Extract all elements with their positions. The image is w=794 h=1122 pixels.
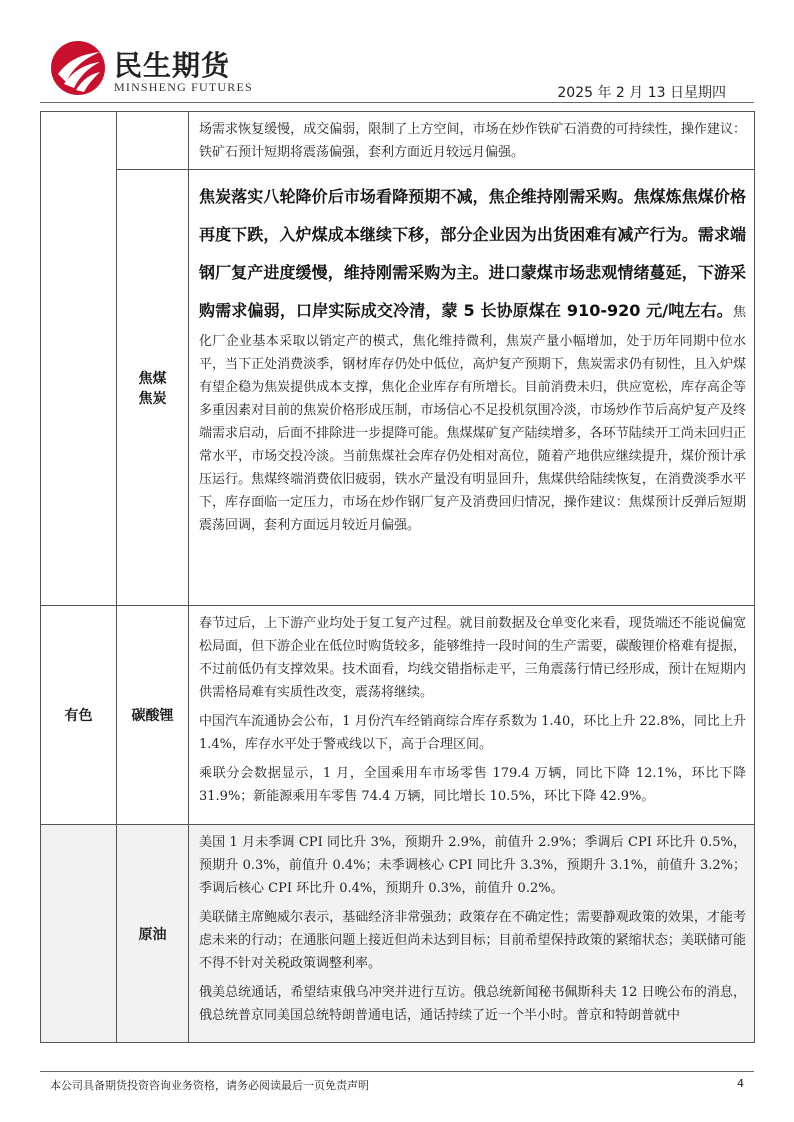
content-cell [189,112,755,170]
analysis-text: 焦化厂企业基本采取以销定产的模式，焦化维持微利，焦炭产量小幅增加，处于历年同期中位水平，当下正处消费淡季，钢材库存仍处中低位，高炉复产预期下，焦炭需求仍有韧性，且入炉煤有望企稳为焦炭提供成本支撑，焦化企业库存有所增长。目前消费未归，供应宽松，库存高企等多重因素对目前的焦炭价格形成压制，市场信心不足投机氛围冷淡，市场炒作节后高炉复产及终端需求启动，后面不排除进一步提降可能。焦煤煤矿复产陆续增多，各环节陆续开工尚未回归正常水平，市场交投冷淡。当前焦煤社会库存仍处相对高位，随着产地供应继续提升，煤价预计承压运行。焦煤终端消费依旧疲弱，铁水产量没有明显回升，焦煤供给陆续恢复，在消费淡季水平下，库存面临一定压力，市场在炒作钢厂复产及消费回归情况，操作建议：焦煤预计反弹后短期震荡回调，套利方面远月较近月偏强。 [199,305,746,533]
footer-divider [40,1071,754,1072]
paragraph: 美国 1 月未季调 CPI 同比升 3%，预期升 2.9%，前值升 2.9%；季调后 CPI 环比升 0.5%，预期升 0.3%，前值升 0.4%；未季调核心 CPI 同比升 3.3%，预期升 3.1%，前值升 3.2%；季调后核心 CPI 环比升 0.4%，预期升 0.3%，前值升 0.2%。 [199,835,746,896]
brand-name-en: MINSHENG FUTURES [114,80,253,94]
paragraph: 美联储主席鲍威尔表示，基础经济非常强劲；政策存在不确定性；需要静观政策的效果，才能考虑未来的行动；在通胀问题上接近但尚未达到目标；目前希望保持政策的紧缩状态；美联储可能不得不针对关税政策调整利率。 [199,910,746,971]
paragraph [199,178,746,537]
commodity-table [40,111,755,1043]
paragraph: 俄美总统通话，希望结束俄乌冲突并进行互访。俄总统新闻秘书佩斯科夫 12 日晚公布的消息，俄总统普京同美国总统特朗普通电话，通话持续了近一个半小时。普京和特朗普就中 [199,985,746,1023]
content-cell [189,606,755,825]
key-summary: 焦炭落实八轮降价后市场看降预期不减，焦企维持刚需采购。焦煤炼焦煤价格再度下跌，入炉煤成本继续下移，部分企业因为出货困难有减产行为。需求端钢厂复产进度缓慢，维持刚需采购为主。进口蒙煤市场悲观情绪蔓延，下游采购需求偏弱，口岸实际成交冷清，蒙 5 长协原煤在 910-920 元/吨左右。 [199,187,746,320]
content-cell [189,170,755,606]
category-cell: 有色 [41,606,117,825]
table-row [41,825,755,1043]
paragraph: 乘联分会数据显示，1 月，全国乘用车市场零售 179.4 万辆，同比下降 12.1%，环比下降 31.9%；新能源乘用车零售 74.4 万辆，同比增长 10.5%，环比下降 42.9%。 [199,766,746,804]
category-cell [41,112,117,606]
product-cell: 碳酸锂 [117,606,189,825]
table-row [41,112,755,170]
category-cell [41,825,117,1043]
paragraph: 中国汽车流通协会公布，1 月份汽车经销商综合库存系数为 1.40，环比上升 22.8%，同比上升 1.4%，库存水平处于警戒线以下，高于合理区间。 [199,714,746,752]
product-name: 焦煤 [138,370,167,387]
paragraph: 春节过后，上下游产业均处于复工复产过程。就目前数据及仓单变化来看，现货端还不能说偏宽松局面，但下游企业在低位时购货较多，能够维持一段时间的生产需要，碳酸锂价格难有提振，不过前低仍有支撑效果。技术面看，均线交错指标走平，三角震荡行情已经形成，预计在短期内供需格局难有实质性改变，震荡将继续。 [199,616,746,700]
product-cell [117,170,189,606]
product-name: 焦炭 [138,390,167,407]
table-row [41,170,755,606]
brand-name-cn: 民生期货 [114,49,231,82]
page-number: 4 [737,1077,744,1090]
paragraph: 场需求恢复缓慢，成交偏弱，限制了上方空间，市场在炒作铁矿石消费的可持续性，操作建议：铁矿石预计短期将震荡偏强，套利方面近月较远月偏强。 [199,122,746,160]
header-divider [40,102,754,103]
product-cell [117,112,189,170]
page-header [0,0,794,104]
footer-disclaimer: 本公司具备期货投资咨询业务资格，请务必阅读最后一页免责声明 [50,1079,369,1092]
content-cell [189,825,755,1043]
table-row [41,606,755,825]
product-cell: 原油 [117,825,189,1043]
minsheng-logo-icon [50,40,106,96]
report-date: 2025 年 2 月 13 日星期四 [557,85,726,101]
